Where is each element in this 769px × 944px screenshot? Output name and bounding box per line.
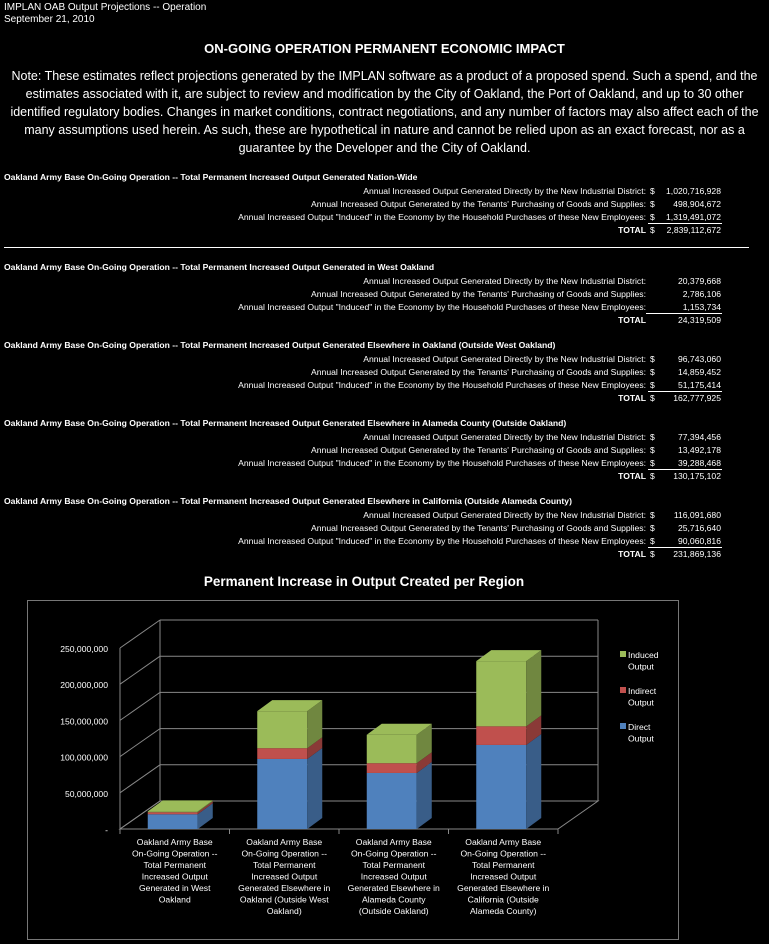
bar-side	[526, 734, 541, 829]
gridline-side	[120, 692, 160, 720]
total-label: TOTAL	[618, 225, 646, 235]
section-title: Oakland Army Base On-Going Operation -- Total Permanent Increased Output Generated in West Oakland	[4, 262, 435, 272]
total-row	[0, 314, 769, 327]
table-row	[0, 366, 769, 379]
currency-symbol: $	[650, 523, 655, 533]
row-label: Annual Increased Output "Induced" in the Economy by the Household Purchases of these New Employees:	[238, 212, 646, 222]
chart-frame	[27, 600, 679, 940]
bar-induced-output	[257, 711, 307, 748]
table-row	[0, 198, 769, 211]
currency-symbol: $	[650, 199, 655, 209]
row-label: Annual Increased Output Generated Directly by the New Industrial District:	[363, 186, 646, 196]
gridline-side	[120, 656, 160, 684]
y-tick-label: 200,000,000	[60, 680, 108, 691]
disclaimer-note: Note: These estimates reflect projections generated by the IMPLAN software as a product of a proposed spend. Such a spend, and the estimates associated with it, are subject to review and modification by the City of Oakland, the Port of Oakland, and up to 30 other identified regulatory bodies. Changes in market conditions, contract negotiations, and any number of factors may also affect each of the many assumptions used herein. As such, these are hypothetical in nature and cannot be relied upon as an exact forecast, nor as a guarantee by the Developer and the City of Oakland.	[10, 69, 759, 155]
currency-symbol: $	[650, 549, 655, 559]
table-row	[0, 275, 769, 288]
bar-indirect-output	[476, 726, 526, 745]
currency-symbol: $	[650, 354, 655, 364]
total-underline	[648, 547, 722, 548]
row-label: Annual Increased Output "Induced" in the Economy by the Household Purchases of these New Employees:	[238, 380, 646, 390]
total-label: TOTAL	[618, 471, 646, 481]
bar-direct-output	[476, 745, 526, 829]
total-value: 24,319,509	[677, 315, 721, 325]
legend-label: Direct Output	[628, 722, 654, 744]
bar-direct-output	[257, 759, 307, 829]
currency-symbol: $	[650, 536, 655, 546]
row-value: 20,379,668	[677, 276, 721, 286]
row-value: 96,743,060	[677, 354, 721, 364]
currency-symbol: $	[650, 471, 655, 481]
row-value: 77,394,456	[677, 432, 721, 442]
currency-symbol: $	[650, 432, 655, 442]
row-value: 1,153,734	[682, 302, 721, 312]
row-label: Annual Increased Output "Induced" in the Economy by the Household Purchases of these New Employees:	[238, 536, 646, 546]
currency-symbol: $	[650, 510, 655, 520]
bar-indirect-output	[148, 812, 198, 814]
total-value: 2,839,112,672	[666, 225, 721, 235]
y-tick-label: 150,000,000	[60, 716, 108, 727]
x-category-label: Oakland Army Base On-Going Operation --Total Permanent Increased Output Generated in West Oakland	[132, 837, 218, 905]
report-header-title: IMPLAN OAB Output Projections -- Operation	[4, 2, 207, 13]
row-label: Annual Increased Output Generated by the Tenants' Purchasing of Goods and Supplies:	[311, 445, 646, 455]
x-category-label: Oakland Army Base On-Going Operation --Total Permanent Increased Output Generated Elsewhere in California (Outside Alameda County)	[457, 837, 550, 916]
section-title: Oakland Army Base On-Going Operation -- Total Permanent Increased Output Generated Elsewhere in Oakland (Outside West Oakland)	[4, 340, 556, 350]
row-label: Annual Increased Output Generated by the Tenants' Purchasing of Goods and Supplies:	[311, 289, 646, 299]
row-label: Annual Increased Output Generated by the Tenants' Purchasing of Goods and Supplies:	[311, 523, 646, 533]
x-category-label: Oakland Army Base On-Going Operation --Total Permanent Increased Output Generated Elsewhere in Alameda County (Outside Oakland)	[347, 837, 440, 916]
legend-swatch	[620, 687, 626, 693]
row-label: Annual Increased Output Generated Directly by the New Industrial District:	[363, 510, 646, 520]
currency-symbol: $	[650, 212, 655, 222]
table-row	[0, 522, 769, 535]
row-value: 116,091,680	[673, 510, 721, 520]
row-label: Annual Increased Output Generated by the Tenants' Purchasing of Goods and Supplies:	[311, 199, 646, 209]
table-row	[0, 288, 769, 301]
total-label: TOTAL	[618, 393, 646, 403]
bar-induced-output	[367, 735, 417, 763]
legend-label: Induced Output	[628, 650, 659, 672]
row-label: Annual Increased Output Generated Directly by the New Industrial District:	[363, 432, 646, 442]
row-value: 1,319,491,072	[666, 212, 721, 222]
table-row	[0, 444, 769, 457]
currency-symbol: $	[650, 186, 655, 196]
row-label: Annual Increased Output Generated Directly by the New Industrial District:	[363, 276, 646, 286]
table-row	[0, 431, 769, 444]
bar-induced-output	[148, 811, 198, 812]
total-row	[0, 392, 769, 405]
row-value: 14,859,452	[677, 367, 721, 377]
bar-direct-output	[148, 814, 198, 829]
gridline-side	[120, 729, 160, 757]
row-value: 2,786,106	[682, 289, 721, 299]
total-underline	[648, 223, 722, 224]
y-tick-label: 250,000,000	[60, 644, 108, 654]
row-value: 25,716,640	[677, 523, 721, 533]
total-row	[0, 470, 769, 483]
row-label: Annual Increased Output Generated Directly by the New Industrial District:	[363, 354, 646, 364]
table-row	[0, 509, 769, 522]
report-header-date: September 21, 2010	[4, 14, 95, 25]
bar-side	[307, 748, 322, 829]
bar-side	[417, 762, 432, 829]
legend-swatch	[620, 723, 626, 729]
bar-indirect-output	[257, 748, 307, 759]
total-underline	[648, 469, 722, 470]
total-row	[0, 224, 769, 237]
currency-symbol: $	[650, 393, 655, 403]
currency-symbol: $	[650, 380, 655, 390]
y-tick-label: 50,000,000	[64, 788, 108, 799]
row-value: 39,288,468	[677, 458, 721, 468]
section-title: Oakland Army Base On-Going Operation -- Total Permanent Increased Output Generated Nation-Wide	[4, 172, 418, 182]
gridline-side	[120, 620, 160, 648]
bar-induced-output	[476, 661, 526, 726]
total-row	[0, 548, 769, 561]
gridline-side	[120, 765, 160, 793]
total-underline	[646, 313, 722, 314]
row-label: Annual Increased Output "Induced" in the Economy by the Household Purchases of these New Employees:	[238, 302, 646, 312]
currency-symbol: $	[650, 445, 655, 455]
row-value: 13,492,178	[677, 445, 721, 455]
table-row	[0, 185, 769, 198]
x-category-label: Oakland Army Base On-Going Operation --Total Permanent Increased Output Generated Elsewhere in Oakland (Outside West Oakland)	[238, 837, 331, 916]
currency-symbol: $	[650, 458, 655, 468]
legend-swatch	[620, 651, 626, 657]
table-row	[0, 353, 769, 366]
row-value: 1,020,716,928	[666, 186, 721, 196]
row-label: Annual Increased Output Generated by the Tenants' Purchasing of Goods and Supplies:	[311, 367, 646, 377]
y-tick-label: 100,000,000	[60, 752, 108, 763]
row-value: 51,175,414	[677, 380, 721, 390]
total-value: 162,777,925	[673, 393, 721, 403]
total-label: TOTAL	[618, 315, 646, 325]
row-value: 90,060,816	[677, 536, 721, 546]
page-title: ON-GOING OPERATION PERMANENT ECONOMIC IMPACT	[204, 41, 565, 56]
bar-side	[526, 650, 541, 726]
total-value: 130,175,102	[673, 471, 721, 481]
total-underline	[648, 391, 722, 392]
legend-label: Indirect Output	[628, 686, 657, 708]
stacked-bar-chart	[28, 601, 678, 939]
section-title: Oakland Army Base On-Going Operation -- Total Permanent Increased Output Generated Elsewhere in California (Outside Alameda County)	[4, 496, 572, 506]
bar-indirect-output	[367, 763, 417, 773]
row-label: Annual Increased Output "Induced" in the Economy by the Household Purchases of these New Employees:	[238, 458, 646, 468]
chart-title: Permanent Increase in Output Created per Region	[203, 574, 525, 589]
total-label: TOTAL	[618, 549, 646, 559]
row-value: 498,904,672	[673, 199, 721, 209]
y-tick-label: -	[105, 825, 108, 835]
currency-symbol: $	[650, 225, 655, 235]
bar-direct-output	[367, 773, 417, 829]
section-divider	[4, 247, 749, 248]
total-value: 231,869,136	[673, 549, 721, 559]
currency-symbol: $	[650, 367, 655, 377]
section-title: Oakland Army Base On-Going Operation -- Total Permanent Increased Output Generated Elsewhere in Alameda County (Outside Oakland)	[4, 418, 567, 428]
